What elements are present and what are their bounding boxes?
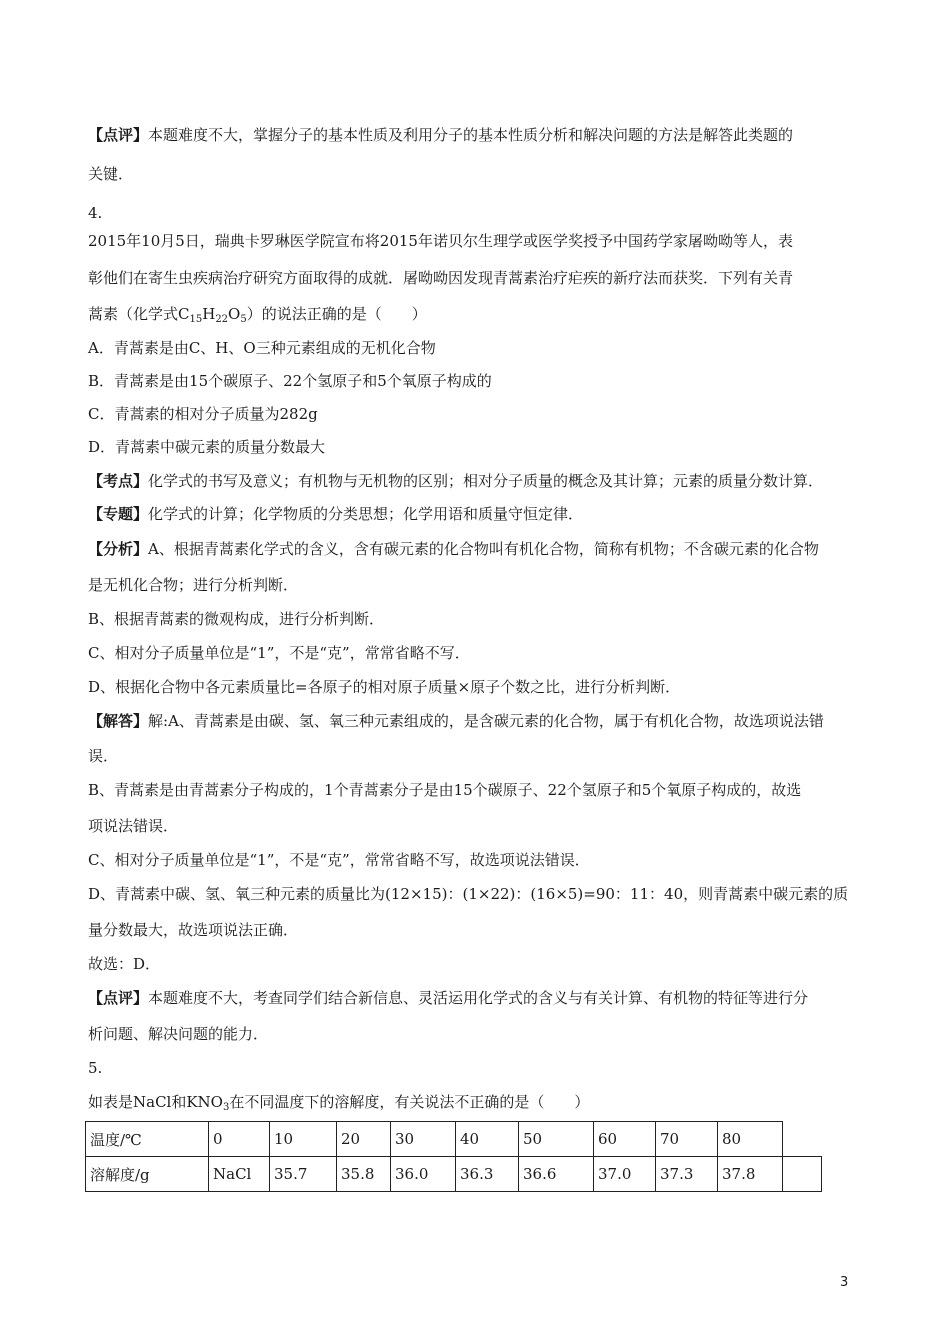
table-cell: 80 xyxy=(718,1122,783,1157)
q4-option-d: D．青蒿素中碳元素的质量分数最大 xyxy=(88,438,326,456)
q5-stem: 如表是NaCl和$KNO_3$在不同温度下的溶解度，有关说法不正确的是（ ） xyxy=(88,1093,590,1113)
q4-answer: 故选：D． xyxy=(88,955,161,973)
table-cell: 40 xyxy=(456,1122,519,1157)
table-cell: 50 xyxy=(519,1122,594,1157)
table-cell-empty xyxy=(783,1122,822,1157)
table-cell: 37.3 xyxy=(656,1157,718,1192)
table-cell-empty xyxy=(783,1157,822,1192)
review-line-2: 关键． xyxy=(88,165,134,183)
q4-stem-line-1: 2015年10月5日，瑞典卡罗琳医学院宣布将2015年诺贝尔生理学或医学奖授予中国药学家屠呦呦等人，表 xyxy=(88,232,793,250)
q4-stem-line-2: 彰他们在寄生虫疾病治疗研究方面取得的成就．屠呦呦因发现青蒿素治疗疟疾的新疗法而获奖．下列有关青 xyxy=(88,269,794,287)
q4-jieda-7: 量分数最大，故选项说法正确． xyxy=(88,921,299,939)
review-tag: 【点评】 xyxy=(88,126,149,144)
table-cell: NaCl xyxy=(209,1157,270,1192)
table-cell: 36.0 xyxy=(391,1157,456,1192)
table-cell: 37.0 xyxy=(594,1157,656,1192)
table-cell: 温度/℃ xyxy=(86,1122,209,1157)
q4-review-1: 【点评】本题难度不大，考查同学们结合新信息、灵活运用化学式的含义与有关计算、有机物的特征等进行分 xyxy=(88,989,809,1007)
table-cell: 70 xyxy=(656,1122,718,1157)
q4-review-2: 析问题、解决问题的能力． xyxy=(88,1025,269,1043)
q4-jieda-2: 误． xyxy=(88,747,119,765)
table-cell: 36.3 xyxy=(456,1157,519,1192)
table-cell: 60 xyxy=(594,1122,656,1157)
table-row xyxy=(86,1157,822,1192)
q4-option-b: B．青蒿素是由15个碳原子、22个氢原子和5个氧原子构成的 xyxy=(88,372,492,390)
q4-option-c: C．青蒿素的相对分子质量为282g xyxy=(88,405,318,423)
q4-jieda-4: 项说法错误． xyxy=(88,817,179,835)
table-cell: 36.6 xyxy=(519,1157,594,1192)
q4-fenxi-4: C、相对分子质量单位是“1”，不是“克”，常常省略不写． xyxy=(88,644,470,662)
page-number: 3 xyxy=(840,1275,849,1290)
q4-jieda-1: 【解答】解:A、青蒿素是由碳、氢、氧三种元素组成的，是含碳元素的化合物，属于有机化合物，故选项说法错 xyxy=(88,712,824,730)
q4-kaodian: 【考点】化学式的书写及意义；有机物与无机物的区别；相对分子质量的概念及其计算；元素的质量分数计算． xyxy=(88,472,824,490)
table-cell: 30 xyxy=(391,1122,456,1157)
q4-fenxi-5: D、根据化合物中各元素质量比=各原子的相对原子质量×原子个数之比，进行分析判断． xyxy=(88,678,681,696)
q4-fenxi-1: 【分析】A、根据青蒿素化学式的含义，含有碳元素的化合物叫有机化合物，简称有机物；不含碳元素的化合物 xyxy=(88,540,819,558)
q4-jieda-6: D、青蒿素中碳、氢、氧三种元素的质量比为(12×15)：(1×22)：(16×5)=90：11：40，则青蒿素中碳元素的质 xyxy=(88,885,849,903)
table-cell: 0 xyxy=(209,1122,270,1157)
q4-option-a: A．青蒿素是由C、H、O三种元素组成的无机化合物 xyxy=(88,339,436,357)
q4-stem-line-3: 蒿素（化学式$C_{15}H_{22}O_5$）的说法正确的是（ ） xyxy=(88,305,427,325)
q4-fenxi-3: B、根据青蒿素的微观构成，进行分析判断． xyxy=(88,610,385,628)
question-number-5: 5. xyxy=(88,1059,103,1077)
table-cell: 20 xyxy=(337,1122,391,1157)
question-number-4: 4. xyxy=(88,204,103,222)
q4-fenxi-2: 是无机化合物；进行分析判断． xyxy=(88,576,299,594)
q4-jieda-5: C、相对分子质量单位是“1”，不是“克”，常常省略不写，故选项说法错误． xyxy=(88,851,590,869)
q4-jieda-3: B、青蒿素是由青蒿素分子构成的，1个青蒿素分子是由15个碳原子、22个氢原子和5个氧原子构成的，故选 xyxy=(88,781,802,799)
table-cell: 35.8 xyxy=(337,1157,391,1192)
solubility-table xyxy=(85,1121,822,1192)
table-row xyxy=(86,1122,822,1157)
table-cell: 37.8 xyxy=(718,1157,783,1192)
table-cell: 35.7 xyxy=(270,1157,337,1192)
table-cell: 10 xyxy=(270,1122,337,1157)
review-line-1: 【点评】本题难度不大，掌握分子的基本性质及利用分子的基本性质分析和解决问题的方法是解答此类题的 xyxy=(88,126,794,144)
table-cell: 溶解度/g xyxy=(86,1157,209,1192)
q4-zhuanti: 【专题】化学式的计算；化学物质的分类思想；化学用语和质量守恒定律． xyxy=(88,505,584,523)
